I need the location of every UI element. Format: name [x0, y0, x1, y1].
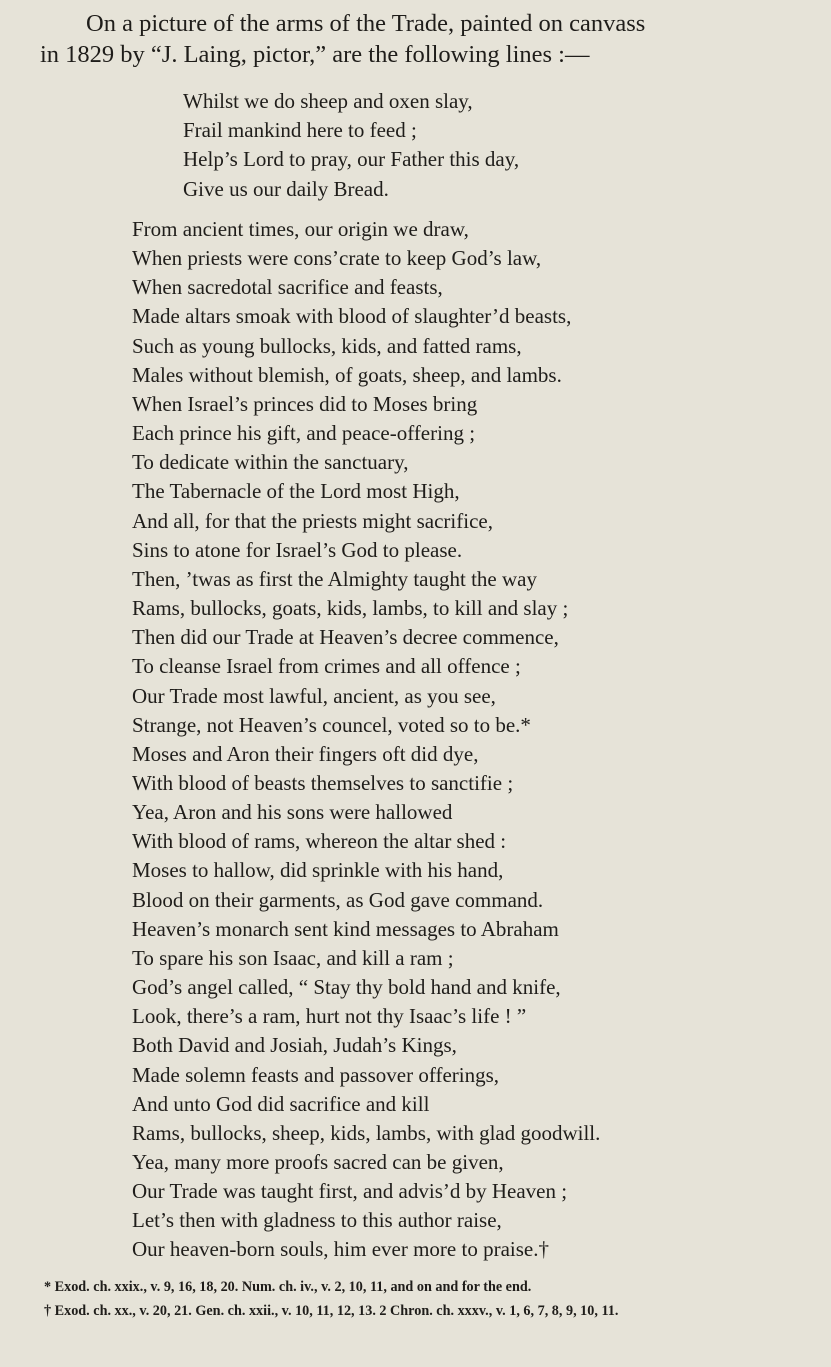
verse-line: Heaven’s monarch sent kind messages to Abraham: [132, 916, 559, 941]
verse-line: Both David and Josiah, Judah’s Kings,: [132, 1033, 457, 1058]
verse-line: Moses and Aron their fingers oft did dye,: [132, 741, 479, 766]
verse-line: Help’s Lord to pray, our Father this day,: [183, 147, 520, 172]
verse-line: From ancient times, our origin we draw,: [132, 217, 469, 241]
verse-line: Let’s then with gladness to this author raise,: [132, 1208, 502, 1233]
footnote-2: † Exod. ch. xx., v. 20, 21. Gen. ch. xxii., v. 10, 11, 12, 13. 2 Chron. ch. xxxv., v. 1, 6, 7, 8, 9, 10, 11.: [44, 1303, 619, 1319]
verse-line: Yea, many more proofs sacred can be given,: [132, 1150, 504, 1174]
verse-line: Rams, bullocks, sheep, kids, lambs, with glad goodwill.: [132, 1120, 601, 1145]
verse-line: To dedicate within the sanctuary,: [132, 450, 409, 475]
verse-line: Frail mankind here to feed ;: [183, 118, 417, 143]
verse-line: Give us our daily Bread.: [183, 176, 389, 201]
verse-line: Rams, bullocks, goats, kids, lambs, to kill and slay ;: [132, 596, 569, 621]
verse-line: God’s angel called, “ Stay thy bold hand and knife,: [132, 975, 561, 1000]
verse-line: Strange, not Heaven’s councel, voted so to be.*: [132, 712, 531, 737]
verse-line: When priests were cons’crate to keep God’s law,: [132, 246, 542, 271]
verse-line: Our Trade was taught first, and advis’d by Heaven ;: [132, 1179, 568, 1204]
verse-stanza-1: [183, 87, 519, 204]
verse-line: Whilst we do sheep and oxen slay,: [183, 89, 473, 113]
footnotes: [36, 1275, 821, 1323]
verse-line: Look, there’s a ram, hurt not thy Isaac’s life ! ”: [132, 1004, 527, 1029]
verse-line: With blood of rams, whereon the altar shed :: [132, 829, 507, 854]
verse-line: To spare his son Isaac, and kill a ram ;: [132, 945, 454, 970]
verse-line: Males without blemish, of goats, sheep, and lambs.: [132, 362, 562, 387]
intro-paragraph: [40, 8, 830, 70]
verse-line: Moses to hallow, did sprinkle with his hand,: [132, 858, 504, 883]
verse-line: And all, for that the priests might sacrifice,: [132, 508, 493, 533]
footnote-1: * Exod. ch. xxix., v. 9, 16, 18, 20. Num. ch. iv., v. 2, 10, 11, and on and for the end.: [44, 1279, 532, 1295]
verse-line: When Israel’s princes did to Moses bring: [132, 391, 478, 416]
verse-line: Our Trade most lawful, ancient, as you see,: [132, 683, 496, 708]
verse-stanza-2: [132, 215, 600, 1265]
verse-line: Such as young bullocks, kids, and fatted rams,: [132, 333, 522, 358]
verse-line: Made solemn feasts and passover offerings,: [132, 1062, 500, 1087]
intro-line-1: On a picture of the arms of the Trade, painted on canvass: [86, 10, 646, 37]
verse-line: Made altars smoak with blood of slaughter’d beasts,: [132, 304, 572, 329]
verse-line: To cleanse Israel from crimes and all offence ;: [132, 654, 521, 679]
verse-line: Each prince his gift, and peace-offering ;: [132, 421, 476, 446]
verse-line: Our heaven-born souls, him ever more to praise.†: [132, 1237, 549, 1262]
verse-line: Then, ’twas as first the Almighty taught the way: [132, 566, 537, 591]
verse-line: With blood of beasts themselves to sanctifie ;: [132, 770, 514, 795]
verse-line: Then did our Trade at Heaven’s decree commence,: [132, 625, 559, 650]
verse-line: Sins to atone for Israel’s God to please.: [132, 537, 463, 562]
verse-line: Yea, Aron and his sons were hallowed: [132, 800, 453, 825]
verse-line: When sacredotal sacrifice and feasts,: [132, 275, 443, 300]
verse-line: And unto God did sacrifice and kill: [132, 1091, 430, 1116]
verse-line: Blood on their garments, as God gave command.: [132, 887, 544, 912]
intro-line-2: in 1829 by “J. Laing, pictor,” are the following lines :—: [40, 41, 590, 68]
verse-line: The Tabernacle of the Lord most High,: [132, 479, 460, 504]
